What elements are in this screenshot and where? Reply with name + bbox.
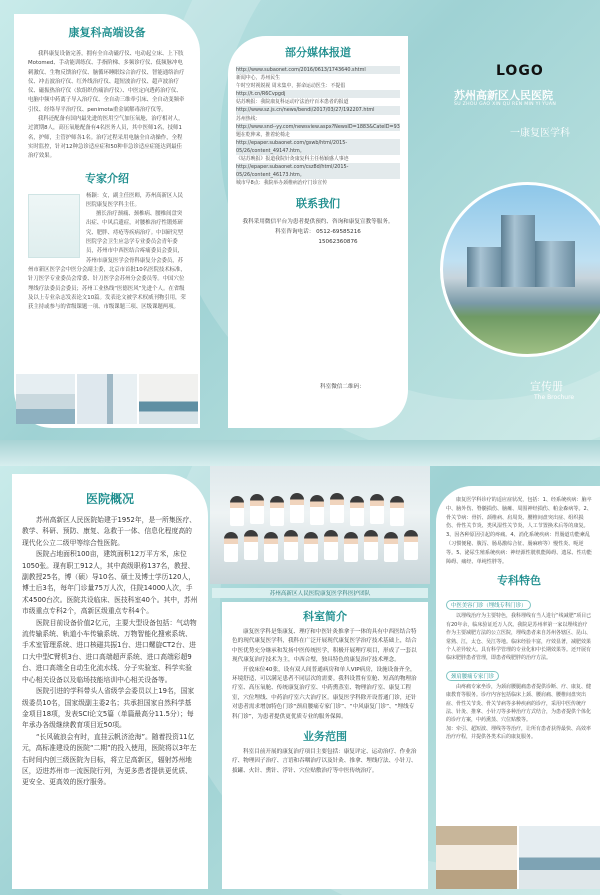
clinic-photo [519, 826, 600, 889]
staff-member [290, 493, 304, 523]
room-photo [77, 374, 136, 424]
staff-member [224, 532, 238, 562]
treatment-room-photos [16, 374, 198, 424]
scope-paragraph: 科室目前开展的康复治疗项目主要包括：康复评定、运动治疗、作业治疗、物理因子治疗、言语和吞咽治疗以及针灸、推拿、埋线疗法、小针刀、拔罐、火针、熏针、浮针、穴位贴敷治疗等中医传统治疗。 [232, 749, 417, 774]
staff-member [310, 495, 324, 525]
specialty-heading: 专科特色 [497, 574, 541, 588]
specialty-text-1: 以埋线治疗为主要特色，我科埋线有当人进行“线减肥”项目已有20年余，临床验证近万人次。我院是苏州率第一家以埋线治疗作为主要减肥方法的公立医院，埋线患者来自苏州各辖区、昆山、常熟、江，太仓、吴江等地。临床经验丰富，疗效显著，减肥效果个人差异较大。具有科学管理的专业化和中长期效果等。还开展有临床肥胖患者管理，即患者线肥胖的治疗方法。 [446, 613, 592, 662]
contact-heading: 联系我们 [296, 197, 340, 211]
phone-row [236, 227, 400, 237]
clinic-photo [436, 826, 517, 889]
logo: LOGO [496, 63, 544, 79]
staff-photo-caption: 苏州高新区人民医院康复医学科医护团队 [212, 588, 428, 598]
media-item: 题在乾伸来，推着轮椅走 [236, 131, 290, 138]
fold-gap [0, 440, 600, 466]
overview-paragraph: 医院引进的学科带头人省级学会委员以上19名，国家级委员10名，国家级副主委2名；共承担国家自然科学基金项目18项，发表SCI论文5篇（单篇最高分11.5分）；每年承办各级继续教育项目近50项。 [22, 687, 195, 730]
department-name: 一康复医学科 [510, 128, 570, 139]
contact-block [236, 217, 400, 247]
media-item: 新闻中心，苏州民生 [236, 75, 281, 82]
media-item: 姑苏晚报：我院康复科运动疗法治疗百本患者的报道 [236, 99, 349, 106]
expert-bio-2: 擅长治疗颈痛、颈椎病、腰椎间盘突出症、中风后遗症，对腰椎治疗性锻炼研究、肥胖、痔疮等疾病治疗。中国研究型医院学会卫生应急学专业委员会青年委员，苏州市中西医结合疼痛委员会委员，苏州市康复医学会骨科康复分会委员，苏州市新区医学会中医分会副主委，北京市首批10名医院技术标准，针刀医学专业委员会常委、针刀医学会苏州分会委员等。中国穴位埋线疗法委员会委员；苏州工业热线“医德医风”先进个人。在省级及以上专业杂志发表论文10篇。发表论文被学术权威刊物引用，荣获主持或参与的省级课题一项、市级课题三项、区级课题两项。 [28, 211, 186, 311]
overview-paragraph: 医院目前设备价值2亿元，主要大型设备包括：气动物流传输系统、轨道小车传输系统、万物智能化搜索系统、手术室管理系统、进口核磁共振1台、进口螺旋CT2台、进口大中型C臂机3台、进口高端超声系统、进口高端彩超9台、进口高端全自动生化流水线、分子实验室、科学实验中心相关设备以及临场技能培训中心相关设备等。 [22, 618, 197, 684]
staff-member [404, 530, 418, 560]
equipment-heading: 康复科高端设备 [68, 26, 146, 39]
staff-member [370, 494, 384, 524]
brochure-title: 宣传册 [530, 380, 563, 393]
staff-member [390, 496, 404, 526]
media-item: 《姑苏晚报》报道我院针灸康复科主任杨颖感人事迹 [236, 156, 349, 163]
overview-paragraph: 医院占地面积100亩，建筑面积12万平方米，床位1050张。现有职工912人，其中高级职称137名，教授、副教授25名，博（硕）导10名、硕士及博士学历120人，博士后3名，每年门诊量75万人次，住院14000人次，手术4500台次。医院共设临床、医技科室40个。其中，苏州市级重点专科2个，高新区级重点专科4个。 [22, 550, 198, 616]
staff-member [250, 494, 264, 524]
staff-member [384, 532, 398, 562]
equipment-paragraph-1: 我科康复设备完善，拥有全自动磁疗仪、电动起立床、上下肢Motomed、手动能训练仪、手指阶梯、多频诊疗仪、低频脉冲电刺激仪、生物反馈治疗仪、脑循环睡眠综合治疗仪、智能通络治疗仪、冲击波治疗仪、红外线治疗仪、超短波治疗仪、超声波治疗仪、磁振热治疗仪（软组织伤痛治疗仪）、中医定向透药治疗仪、电脑中频中药离子导入治疗仪、全自动三维牵引床、全自动变频牵引仪、经络导平治疗仪、penimota重金属解毒治疗仪等。 [28, 51, 185, 113]
media-link[interactable]: http://www.sz.js.cn/news/bendi/2017/03/27/192207.html [236, 106, 400, 114]
staff-member [304, 532, 318, 562]
staff-member [324, 530, 338, 560]
media-item: 城市早8点：我院举办颈椎病治疗门诊宣传 [236, 180, 328, 187]
media-heading: 部分媒体报道 [285, 46, 351, 59]
clinic-photos [436, 826, 600, 889]
hospital-overview-panel [12, 474, 208, 889]
contact-intro: 我科采用微信平台为患者提供预约、咨询和康复宣教等服务。 [242, 219, 394, 226]
media-link[interactable]: http://epaper.subaonet.com/csz8d/html/2015-05/26/content_46173.htm。 [236, 163, 400, 179]
equipment-expert-panel [14, 14, 200, 428]
building-tower [501, 215, 535, 287]
hospital-pinyin: SU ZHOU GAO XIN QU REN MIN YI YUAN [454, 102, 557, 107]
overview-paragraph: 苏州高新区人民医院始建于1952年，是一所集医疗、教学、科研、预防、康复、急救于一体、信息化程度高的现代化公立二级甲等综合性医院。 [22, 516, 197, 547]
wechat-label: 科室微信二维码： [320, 384, 365, 390]
indications-paragraph: 康复医学科诊疗的适应症状况，包括：1、经系统疾病：脑卒中、脑外伤、脊髓损伤、脑瘫、周围神经损伤、帕金森病等。2、骨关节病：骨折、颈椎病、肩周炎、腰椎间盘突出症、组织损伤、骨性关节炎、类风湿性关节炎、人工节置换术后等的康复。3、因各种原因引起的疼痛。4、消化系统疾病：胃肠道功能紊乱（习惯便秘、腹泻、肠易激综合征、肠麻痹等）慢性炎、呃逆等。5、泌尿生殖系统疾病：神经源性胱机能障碍、遗尿、性功能障碍、痛经、单纯性胖等。 [446, 497, 592, 565]
department-intro-heading: 科室简介 [303, 610, 347, 623]
expert-block [28, 192, 186, 313]
media-item: 午时空时视锐视 周末集中，拼命运动医生：不提倡 [236, 83, 346, 90]
room-photo [139, 374, 198, 424]
staff-member [350, 496, 364, 526]
media-link[interactable]: http://epaper.subaonet.com/gswb/html/2015-05/26/content_49147.htm。 [236, 139, 400, 155]
building-wing [535, 241, 575, 287]
overview-paragraph: “长风破浪会有时，直挂云帆济沧海”。随着投资11亿元，高标准建设的医院“二期”的投入使用，医院将以3年左右时间内创三级医院为目标，将立足高新区，辐射苏州地区，迈进苏州市一流医院行列，为更多患者提供更优质、更安全、更高效的医疗服务。 [22, 732, 197, 787]
expert-bio-1: 杨颖：女，副主任医师，苏州高新区人民医院康复医学科主任。 [86, 192, 184, 208]
staff-member [270, 496, 284, 526]
equipment-paragraph-2: 我科还配备有国内最先进的医用空气加压氧舱，治疗相对人，过渡期8人，高压氧舱配备有4名医务人员，其中医师1名，技师1名，护师，主管护师各1名。治疗过程采用电脑全自动操作，全程实时监控，针对12种急诊适应症和50种非急诊适应症能达到最佳治疗效果。 [28, 116, 184, 160]
media-item: 苏州热线： [236, 115, 261, 122]
brochure-subtitle: The Brochure [534, 394, 575, 401]
specialty-clinic-tag-1: 中医美容门诊（埋线专科门诊） [446, 600, 531, 610]
scope-heading: 业务范围 [303, 730, 347, 744]
staff-member [364, 530, 378, 560]
staff-member [284, 530, 298, 560]
staff-member [230, 496, 244, 526]
media-contact-panel [228, 36, 408, 428]
specialty-text-2: 由疼痛专家坐诊，为颈肩腰腿痛患者提供诊断、疗、康复、健康教育等服务。诊疗内容包括临床上颈、腰肩痛、腰椎间盘突出症、骨性关节炎、骨关节病等多种疾病的诊疗，采用中医传统疗法、针灸、推拿、小针刀等多种治疗方式结合，为患者提供个体化的诊疗方案，中药熏蒸、穴位贴敷等。 [446, 683, 592, 724]
department-intro-paragraph-2: 开放床位40张，设有双人间普通病房和单人VIP病房，设施设备齐全，环境舒适，可以满足患者不同层次的需要。我科设置有室舱、短高的物理治疗室、高压氧舱、传统康复治疗室、中药熏蒸室、物理治疗室、康复工程室，穴位埋线、中药治疗室六大治疗区。康复医学科除开设普通门诊，还针对患者需求增加特色门诊“颈肩腰痛专家门诊”、“中风康复门诊”、“埋线专科门诊”，为患者提供更优质专业的服务保障。 [232, 666, 417, 720]
staff-team-photo [210, 466, 430, 584]
staff-member [264, 532, 278, 562]
room-photo [16, 374, 75, 424]
media-link[interactable]: http://t.cn/R6Cvpgdj [236, 90, 400, 98]
media-link[interactable]: http://www.subaonet.com/2016/0613/1743640.shtml [236, 66, 400, 74]
building-wing [467, 247, 501, 287]
phone-number-2: 15062360876 [318, 239, 358, 246]
staff-member [244, 530, 258, 560]
department-intro-paragraph-1: 康复医学科是集康复、理疗和中医针灸推拿于一体的具有中西医结合特色的现代康复医学科，我科在广泛开展现代康复医学治疗技术基础上，结合中医优势充分继承和发扬中医传统医学，积极开展理疗项目，形成了一套以现代康复治疗技术为主，中西合璧，独具特色的康复治疗技术理念。 [232, 629, 417, 664]
staff-member [330, 493, 344, 523]
overview-heading: 医院概况 [85, 492, 134, 506]
staff-member [344, 532, 358, 562]
phone-number-1: 0512-69585216 [316, 229, 361, 236]
media-link[interactable]: http://www.snd--yy.com/newsview.aspx?NewsID=1883&CateID=93 [236, 123, 400, 130]
expert-heading: 专家介绍 [85, 171, 129, 185]
specialty-clinic-tag-2: 颈肩腰痛专家门诊 [446, 671, 499, 681]
media-list [236, 66, 400, 187]
phone-label: 科室咨询电话： [275, 229, 315, 236]
hospital-name: 苏州高新区人民医院 [454, 89, 553, 102]
specialty-text-2-tail: 加：牵引、超短波、埋线等等治疗，让所有患者获得最快、高效率治疗疗程，并提供各类术后的康复服务。 [446, 725, 592, 741]
department-intro-panel [222, 602, 428, 889]
expert-photo [28, 194, 80, 258]
